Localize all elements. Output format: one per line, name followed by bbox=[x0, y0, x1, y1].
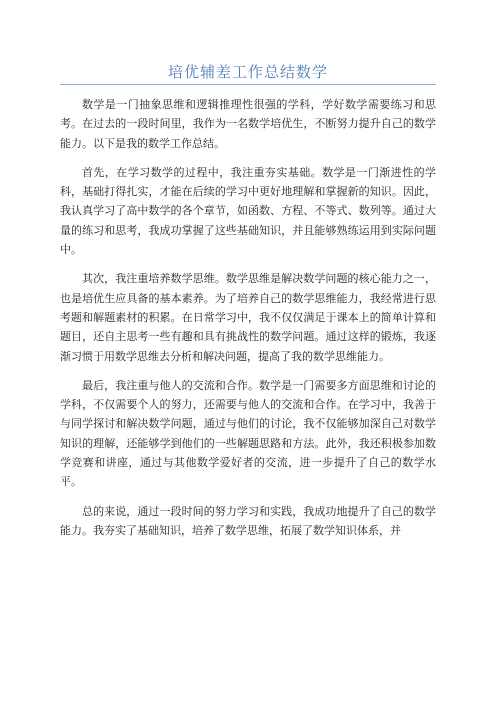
paragraph-cooperation: 最后，我注重与他人的交流和合作。数学是一门需要多方面思维和讨论的学科，不仅需要个人的努力，还需要与他人的交流和合作。在学习中，我善于与同学探讨和解决数学问题，通过与他们的讨论，我不仅能够加深自己对数学知识的理解，还能够学到他们的一些解题思路和方法。此外，我还积极参加数学竞赛和讲座，通过与其他数学爱好者的交流，进一步提升了自己的数学水平。 bbox=[60, 378, 436, 489]
title-divider bbox=[60, 84, 436, 85]
paragraph-intro: 数学是一门抽象思维和逻辑推理性很强的学科，学好数学需要练习和思考。在过去的一段时间里，我作为一名数学培优生，不断努力提升自己的数学能力。以下是我的数学工作总结。 bbox=[60, 98, 436, 150]
paragraph-thinking: 其次，我注重培养数学思维。数学思维是解决数学问题的核心能力之一，也是培优生应具备的基本素养。为了培养自己的数学思维能力，我经常进行思考题和解题素材的积累。在日常学习中，我不仅仅满足于课本上的简单计算和题目，还自主思考一些有趣和具有挑战性的数学问题。通过这样的锻炼，我逐渐习惯于用数学思维去分析和解决问题，提高了我的数学思维能力。 bbox=[60, 272, 436, 363]
document-title: 培优辅差工作总结数学 bbox=[167, 63, 328, 81]
paragraph-summary: 总的来说，通过一段时间的努力学习和实践，我成功地提升了自己的数学能力。我夯实了基础知识，培养了数学思维，拓展了数学知识体系，并 bbox=[60, 504, 436, 537]
document-body bbox=[60, 95, 436, 550]
paragraph-foundation: 首先，在学习数学的过程中，我注重夯实基础。数学是一门渐进性的学科，基础打得扎实，才能在后续的学习中更好地理解和掌握新的知识。因此，我认真学习了高中数学的各个章节，如函数、方程、不等式、数列等。通过大量的练习和思考，我成功掌握了这些基础知识，并且能够熟练运用到实际问题中。 bbox=[60, 165, 436, 257]
